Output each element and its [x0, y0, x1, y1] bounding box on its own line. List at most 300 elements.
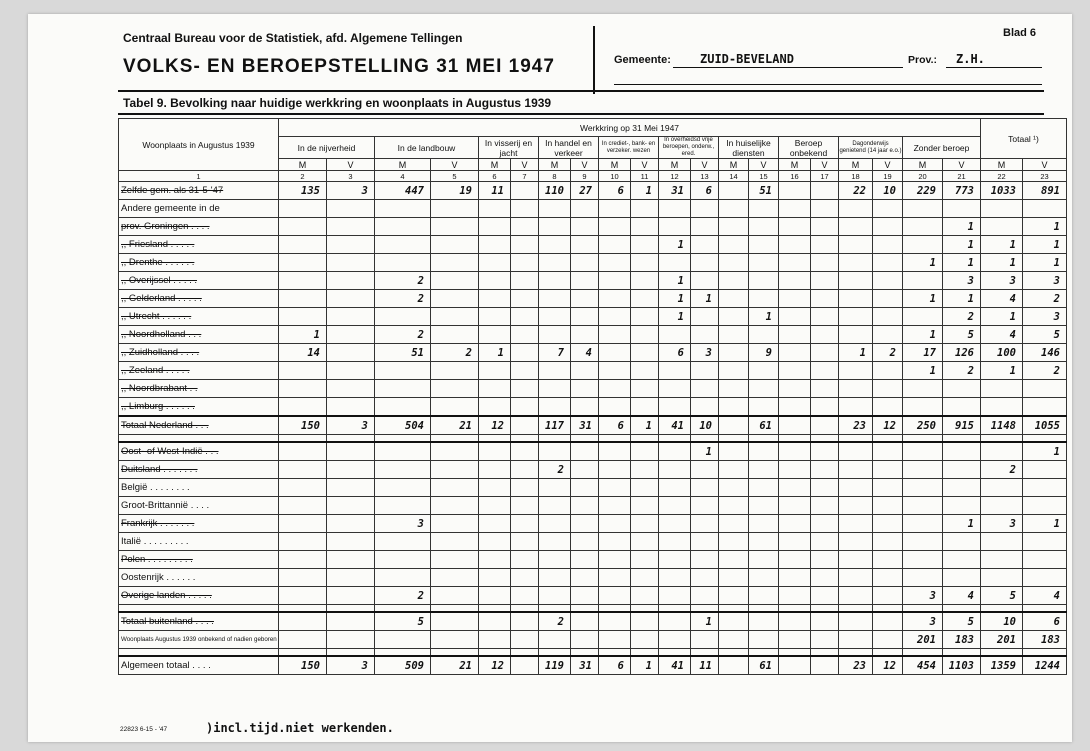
value-cell	[511, 612, 539, 631]
value-cell	[779, 272, 811, 290]
value-cell	[779, 398, 811, 417]
value-cell	[779, 344, 811, 362]
value-cell	[327, 272, 375, 290]
value-cell: 229	[903, 182, 943, 200]
value-cell	[943, 479, 981, 497]
spacer-cell	[571, 649, 599, 657]
value-cell	[375, 461, 431, 479]
value-cell: 915	[943, 416, 981, 435]
spacer-cell	[599, 649, 631, 657]
value-cell	[327, 515, 375, 533]
value-cell	[691, 569, 719, 587]
spacer-cell	[873, 605, 903, 613]
row-spacer	[119, 605, 1067, 613]
column-number: 14	[719, 171, 749, 182]
value-cell	[659, 533, 691, 551]
value-cell	[539, 533, 571, 551]
value-cell	[511, 442, 539, 461]
value-cell	[749, 254, 779, 272]
spacer-cell	[631, 435, 659, 443]
value-cell	[511, 631, 539, 649]
spacer-cell	[719, 605, 749, 613]
value-cell	[811, 308, 839, 326]
value-cell	[511, 461, 539, 479]
value-cell	[903, 272, 943, 290]
value-cell: 31	[659, 182, 691, 200]
value-cell	[873, 380, 903, 398]
value-cell	[539, 515, 571, 533]
column-number: 2	[279, 171, 327, 182]
value-cell	[691, 497, 719, 515]
value-cell: 14	[279, 344, 327, 362]
group-header: Dagonderwijs genietend (14 jaar e.o.)	[839, 137, 903, 159]
row-label: Totaal buitenland . . . .	[119, 612, 279, 631]
value-cell	[779, 515, 811, 533]
value-cell	[479, 461, 511, 479]
row-label: ,, Noordholland . . .	[119, 326, 279, 344]
value-cell	[779, 218, 811, 236]
value-cell	[327, 569, 375, 587]
value-cell	[873, 587, 903, 605]
value-cell	[719, 551, 749, 569]
value-cell	[873, 236, 903, 254]
value-cell: 150	[279, 416, 327, 435]
value-cell	[811, 218, 839, 236]
value-cell	[981, 398, 1023, 417]
value-cell: 1359	[981, 656, 1023, 675]
value-cell	[659, 612, 691, 631]
spacer-cell	[119, 435, 279, 443]
value-cell	[839, 497, 873, 515]
value-cell	[811, 533, 839, 551]
value-cell	[599, 497, 631, 515]
value-cell: 4	[943, 587, 981, 605]
table-row	[119, 631, 1067, 649]
header-row-top	[119, 119, 1067, 137]
value-cell	[779, 533, 811, 551]
value-cell	[839, 569, 873, 587]
value-cell	[631, 612, 659, 631]
value-cell	[691, 254, 719, 272]
value-cell	[511, 308, 539, 326]
table-row	[119, 656, 1067, 675]
v-header: V	[327, 159, 375, 171]
table-row	[119, 182, 1067, 200]
column-number: 10	[599, 171, 631, 182]
value-cell	[631, 497, 659, 515]
value-cell	[691, 515, 719, 533]
value-cell	[691, 461, 719, 479]
value-cell	[981, 479, 1023, 497]
value-cell	[903, 218, 943, 236]
value-cell	[659, 461, 691, 479]
value-cell	[327, 362, 375, 380]
value-cell	[779, 587, 811, 605]
value-cell: 1	[903, 362, 943, 380]
value-cell	[659, 497, 691, 515]
value-cell	[539, 362, 571, 380]
value-cell	[539, 254, 571, 272]
value-cell: 1	[1023, 218, 1067, 236]
value-cell	[873, 200, 903, 218]
value-cell: 4	[571, 344, 599, 362]
value-cell: 1	[981, 254, 1023, 272]
value-cell	[327, 218, 375, 236]
value-cell	[279, 497, 327, 515]
value-cell	[511, 569, 539, 587]
value-cell	[631, 587, 659, 605]
value-cell	[811, 461, 839, 479]
value-cell: 1	[279, 326, 327, 344]
value-cell	[811, 254, 839, 272]
province-line	[946, 67, 1042, 68]
value-cell	[811, 272, 839, 290]
value-cell	[539, 551, 571, 569]
value-cell	[431, 254, 479, 272]
value-cell	[659, 254, 691, 272]
value-cell	[479, 326, 511, 344]
value-cell	[903, 398, 943, 417]
spacer-cell	[839, 605, 873, 613]
table-row	[119, 442, 1067, 461]
value-cell	[571, 308, 599, 326]
value-cell	[599, 200, 631, 218]
value-cell	[631, 533, 659, 551]
gemeente-line	[673, 67, 903, 68]
value-cell	[599, 254, 631, 272]
value-cell	[571, 290, 599, 308]
spacer-cell	[691, 435, 719, 443]
value-cell	[691, 380, 719, 398]
value-cell	[631, 551, 659, 569]
print-code: 22823 6-15 - '47	[120, 726, 168, 733]
value-cell	[511, 182, 539, 200]
value-cell	[599, 515, 631, 533]
value-cell	[479, 290, 511, 308]
value-cell	[873, 326, 903, 344]
value-cell	[749, 236, 779, 254]
value-cell	[375, 497, 431, 515]
value-cell	[811, 479, 839, 497]
value-cell	[327, 326, 375, 344]
value-cell: 5	[943, 612, 981, 631]
value-cell	[981, 551, 1023, 569]
spacer-cell	[749, 649, 779, 657]
v-header: V	[749, 159, 779, 171]
value-cell	[779, 551, 811, 569]
value-cell: 12	[873, 416, 903, 435]
table-row	[119, 236, 1067, 254]
value-cell	[903, 236, 943, 254]
table-row	[119, 479, 1067, 497]
m-header: M	[659, 159, 691, 171]
value-cell: 1	[981, 308, 1023, 326]
value-cell	[981, 533, 1023, 551]
value-cell: 6	[599, 182, 631, 200]
value-cell	[327, 442, 375, 461]
value-cell	[873, 442, 903, 461]
value-cell	[719, 631, 749, 649]
value-cell: 1055	[1023, 416, 1067, 435]
spacer-cell	[779, 435, 811, 443]
spacer-cell	[719, 435, 749, 443]
spacer-cell	[779, 649, 811, 657]
value-cell: 11	[479, 182, 511, 200]
value-cell	[599, 569, 631, 587]
value-cell	[431, 290, 479, 308]
spacer-cell	[511, 649, 539, 657]
value-cell: 1	[631, 416, 659, 435]
value-cell	[327, 380, 375, 398]
column-number: 6	[479, 171, 511, 182]
value-cell	[279, 631, 327, 649]
value-cell	[571, 497, 599, 515]
value-cell	[571, 380, 599, 398]
value-cell	[431, 326, 479, 344]
value-cell	[511, 272, 539, 290]
column-number: 13	[691, 171, 719, 182]
value-cell: 6	[1023, 612, 1067, 631]
value-cell	[539, 398, 571, 417]
totaal-header: Totaal ¹)	[981, 119, 1067, 159]
value-cell: 3	[903, 587, 943, 605]
value-cell	[599, 587, 631, 605]
value-cell	[327, 308, 375, 326]
value-cell	[599, 308, 631, 326]
value-cell	[749, 515, 779, 533]
table-row	[119, 612, 1067, 631]
value-cell	[279, 290, 327, 308]
value-cell	[511, 290, 539, 308]
value-cell	[903, 308, 943, 326]
value-cell	[431, 497, 479, 515]
value-cell	[873, 515, 903, 533]
value-cell: 3	[1023, 272, 1067, 290]
table-row	[119, 218, 1067, 236]
value-cell	[811, 200, 839, 218]
value-cell	[539, 631, 571, 649]
value-cell	[943, 398, 981, 417]
value-cell: 509	[375, 656, 431, 675]
value-cell	[691, 551, 719, 569]
value-cell	[719, 656, 749, 675]
value-cell	[375, 200, 431, 218]
value-cell: 773	[943, 182, 981, 200]
value-cell	[631, 218, 659, 236]
value-cell: 3	[943, 272, 981, 290]
value-cell: 454	[903, 656, 943, 675]
value-cell	[691, 362, 719, 380]
m-header: M	[839, 159, 873, 171]
value-cell: 3	[903, 612, 943, 631]
value-cell	[873, 497, 903, 515]
value-cell	[779, 200, 811, 218]
group-header: In de landbouw	[375, 137, 479, 159]
value-cell	[631, 344, 659, 362]
value-cell	[873, 272, 903, 290]
gemeente-label: Gemeente:	[614, 54, 671, 66]
value-cell	[631, 442, 659, 461]
value-cell	[749, 398, 779, 417]
value-cell	[903, 551, 943, 569]
value-cell	[903, 442, 943, 461]
value-cell: 447	[375, 182, 431, 200]
value-cell	[749, 290, 779, 308]
value-cell	[749, 442, 779, 461]
value-cell	[327, 254, 375, 272]
value-cell	[981, 200, 1023, 218]
value-cell	[431, 533, 479, 551]
value-cell	[431, 551, 479, 569]
value-cell	[839, 218, 873, 236]
value-cell	[839, 398, 873, 417]
value-cell	[279, 533, 327, 551]
v-header: V	[431, 159, 479, 171]
value-cell	[599, 533, 631, 551]
value-cell	[511, 533, 539, 551]
row-label: Andere gemeente in de	[119, 200, 279, 218]
value-cell: 5	[375, 612, 431, 631]
value-cell	[903, 380, 943, 398]
m-header: M	[375, 159, 431, 171]
value-cell: 891	[1023, 182, 1067, 200]
value-cell: 31	[571, 416, 599, 435]
value-cell	[631, 308, 659, 326]
table-row	[119, 380, 1067, 398]
column-number: 23	[1023, 171, 1067, 182]
value-cell	[943, 200, 981, 218]
value-cell	[279, 272, 327, 290]
value-cell	[873, 533, 903, 551]
value-cell: 3	[691, 344, 719, 362]
value-cell	[943, 442, 981, 461]
value-cell	[779, 612, 811, 631]
value-cell: 4	[981, 290, 1023, 308]
value-cell: 3	[1023, 308, 1067, 326]
value-cell	[779, 308, 811, 326]
value-cell	[431, 362, 479, 380]
value-cell	[659, 551, 691, 569]
value-cell: 1	[1023, 254, 1067, 272]
value-cell	[511, 515, 539, 533]
value-cell	[903, 569, 943, 587]
value-cell	[659, 479, 691, 497]
column-number: 3	[327, 171, 375, 182]
gemeente-value: ZUID-BEVELAND	[700, 52, 794, 66]
value-cell	[719, 479, 749, 497]
row-label: Oost- of West-Indië . . .	[119, 442, 279, 461]
value-cell: 1	[659, 308, 691, 326]
value-cell	[1023, 398, 1067, 417]
value-cell	[375, 533, 431, 551]
column-number: 12	[659, 171, 691, 182]
value-cell	[511, 200, 539, 218]
value-cell	[839, 587, 873, 605]
value-cell: 1	[981, 236, 1023, 254]
value-cell	[431, 398, 479, 417]
table-row	[119, 461, 1067, 479]
value-cell: 5	[1023, 326, 1067, 344]
value-cell	[431, 236, 479, 254]
value-cell	[839, 272, 873, 290]
value-cell	[779, 236, 811, 254]
value-cell	[327, 587, 375, 605]
value-cell: 117	[539, 416, 571, 435]
value-cell	[327, 612, 375, 631]
header-row-numbers	[119, 171, 1067, 182]
value-cell	[839, 515, 873, 533]
value-cell	[779, 631, 811, 649]
value-cell: 2	[1023, 362, 1067, 380]
spacer-cell	[659, 605, 691, 613]
spacer-cell	[749, 605, 779, 613]
m-header: M	[719, 159, 749, 171]
value-cell	[479, 398, 511, 417]
value-cell	[811, 344, 839, 362]
value-cell	[479, 587, 511, 605]
value-cell	[479, 515, 511, 533]
value-cell	[811, 515, 839, 533]
value-cell	[631, 272, 659, 290]
value-cell	[599, 461, 631, 479]
value-cell	[943, 461, 981, 479]
value-cell	[511, 362, 539, 380]
value-cell	[1023, 461, 1067, 479]
handwritten-footnote: )incl.tijd.niet werkenden.	[206, 721, 394, 735]
value-cell: 19	[431, 182, 479, 200]
value-cell	[375, 254, 431, 272]
value-cell	[873, 290, 903, 308]
spacer-cell	[479, 435, 511, 443]
value-cell	[431, 612, 479, 631]
value-cell	[539, 236, 571, 254]
value-cell	[691, 308, 719, 326]
value-cell	[539, 290, 571, 308]
province-label: Prov.:	[908, 54, 937, 66]
spacer-cell	[943, 649, 981, 657]
value-cell	[749, 272, 779, 290]
value-cell	[749, 551, 779, 569]
form-sheet	[28, 14, 1072, 742]
value-cell	[599, 272, 631, 290]
value-cell	[479, 442, 511, 461]
value-cell	[539, 326, 571, 344]
value-cell	[279, 236, 327, 254]
value-cell	[981, 380, 1023, 398]
value-cell	[327, 479, 375, 497]
column-number: 15	[749, 171, 779, 182]
value-cell	[981, 569, 1023, 587]
v-header: V	[571, 159, 599, 171]
m-header: M	[599, 159, 631, 171]
value-cell	[903, 497, 943, 515]
value-cell	[659, 200, 691, 218]
value-cell	[571, 218, 599, 236]
column-number: 4	[375, 171, 431, 182]
value-cell: 110	[539, 182, 571, 200]
value-cell: 2	[539, 461, 571, 479]
value-cell	[479, 218, 511, 236]
column-number: 19	[873, 171, 903, 182]
value-cell: 12	[479, 656, 511, 675]
spacer-cell	[327, 605, 375, 613]
value-cell	[479, 551, 511, 569]
woonplaats-header: Woonplaats in Augustus 1939	[119, 119, 279, 171]
row-label: ,, Zeeland . . . . .	[119, 362, 279, 380]
value-cell	[327, 533, 375, 551]
value-cell	[839, 326, 873, 344]
header-divider	[593, 26, 595, 94]
